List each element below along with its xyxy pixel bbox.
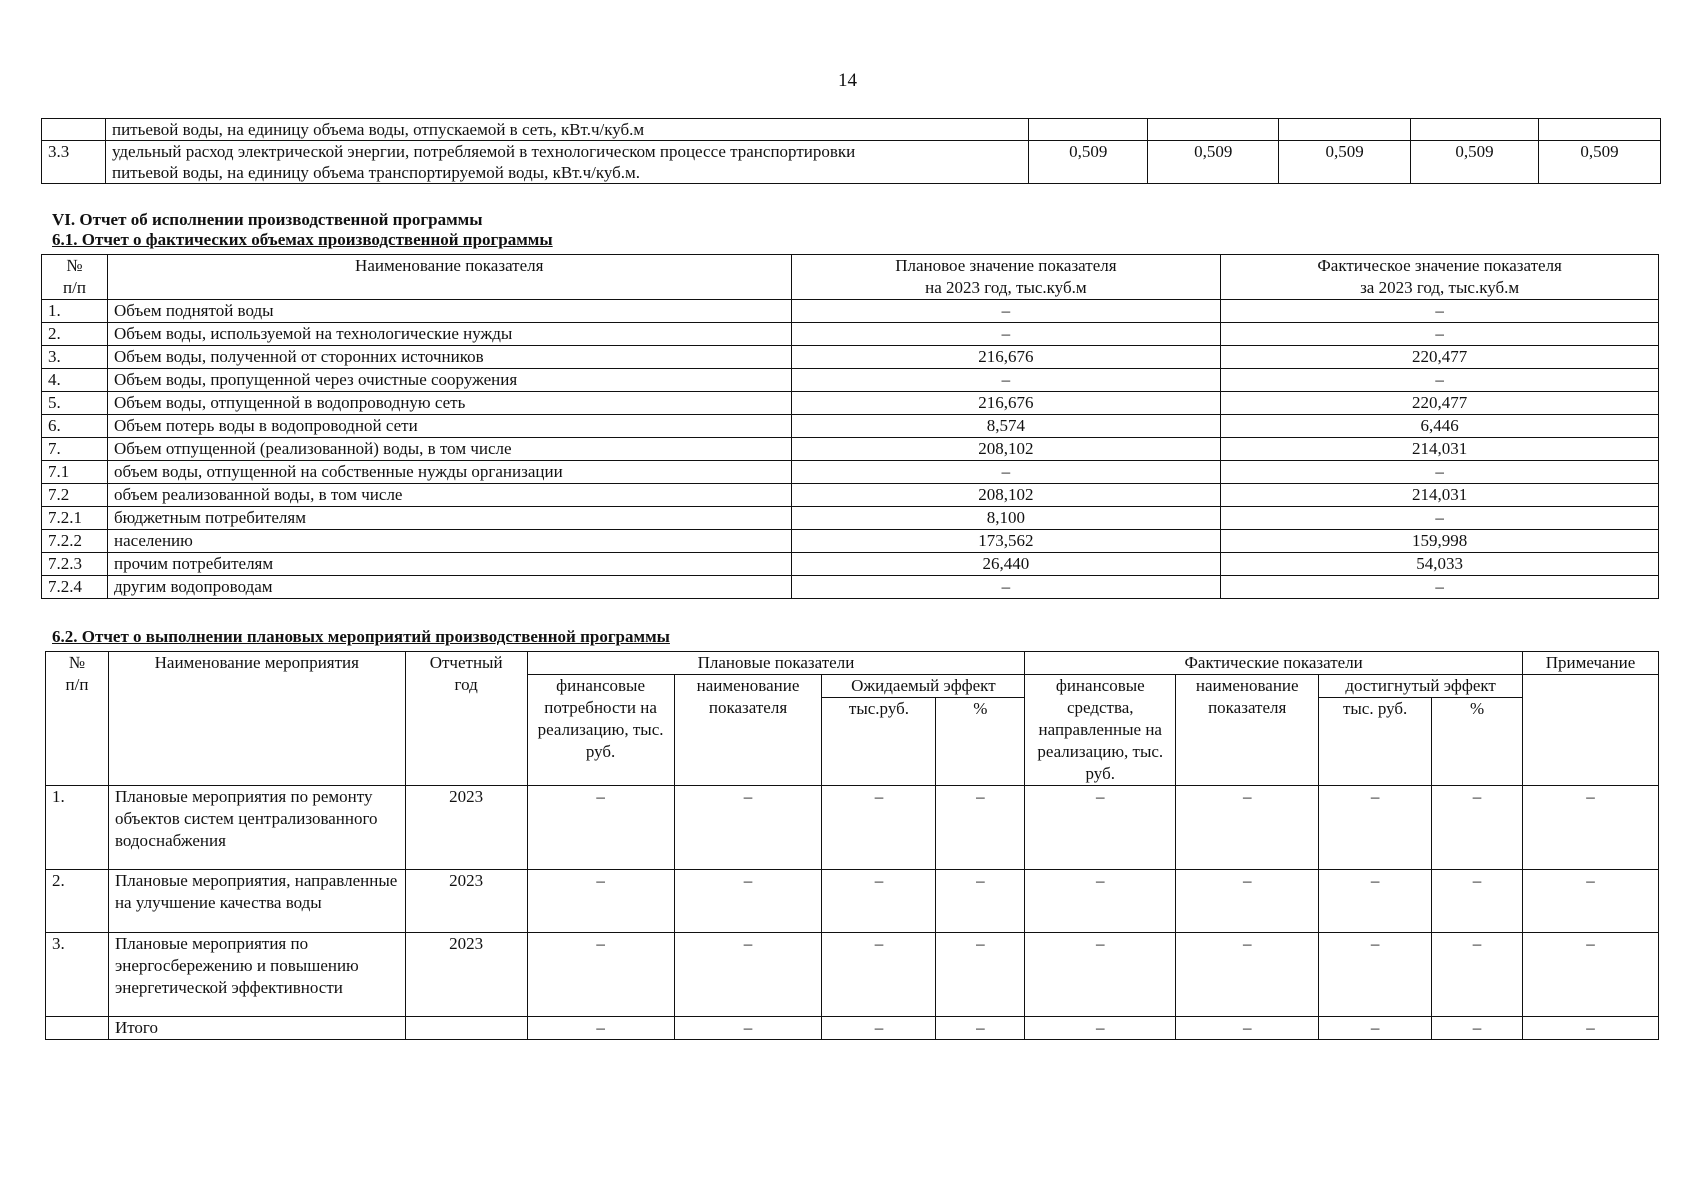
header-num [46, 652, 109, 786]
row-number [46, 1017, 109, 1040]
row-number: 3. [42, 346, 108, 369]
indicator-name: Объем воды, пропущенной через очистные сооружения [107, 369, 791, 392]
value-cell: – [674, 870, 822, 933]
row-number: 6. [42, 415, 108, 438]
value-cell [1148, 119, 1279, 141]
value-cell: – [936, 786, 1025, 870]
value-cell: – [1176, 870, 1319, 933]
plan-value: 216,676 [791, 392, 1221, 415]
header-num-line: № [66, 256, 83, 275]
plan-value: 26,440 [791, 553, 1221, 576]
header-num-line: № [68, 653, 86, 672]
value-cell: – [1523, 786, 1659, 870]
value-cell: – [527, 786, 674, 870]
report-year: 2023 [405, 933, 527, 1017]
plan-value: 216,676 [791, 346, 1221, 369]
plan-value: – [791, 300, 1221, 323]
row-number: 7.2.3 [42, 553, 108, 576]
plan-value: – [791, 323, 1221, 346]
header-fact-effect-rub: тыс. руб. [1319, 698, 1432, 786]
header-fact-line: за 2023 год, тыс.куб.м [1360, 278, 1520, 297]
indicator-name: Объем поднятой воды [107, 300, 791, 323]
plan-value: – [791, 461, 1221, 484]
value-cell: – [674, 786, 822, 870]
value-cell: – [1319, 870, 1432, 933]
table-row [42, 415, 1659, 438]
table-row [42, 346, 1659, 369]
fact-value: 54,033 [1221, 553, 1659, 576]
value-cell: – [1025, 786, 1176, 870]
row-number: 7.1 [42, 461, 108, 484]
indicator-name: Объем потерь воды в водопроводной сети [107, 415, 791, 438]
value-cell: – [822, 870, 936, 933]
value-cell [1539, 119, 1661, 141]
indicator-name: прочим потребителям [107, 553, 791, 576]
plan-value: 8,574 [791, 415, 1221, 438]
table-row [42, 369, 1659, 392]
value-cell: – [936, 870, 1025, 933]
indicator-name: Объем воды, используемой на технологические нужды [107, 323, 791, 346]
report-year: 2023 [405, 786, 527, 870]
header-plan-group: Плановые показатели [527, 652, 1025, 675]
indicator-name: объем воды, отпущенной на собственные нужды организации [107, 461, 791, 484]
plan-value: 208,102 [791, 484, 1221, 507]
table-row [42, 553, 1659, 576]
indicator-name: населению [107, 530, 791, 553]
table-row [46, 786, 1659, 870]
value-cell: – [822, 1017, 936, 1040]
row-number: 7.2 [42, 484, 108, 507]
indicator-name-line: питьевой воды, на единицу объема транспортируемой воды, кВт.ч/куб.м. [111, 163, 641, 182]
indicator-name [105, 141, 1028, 184]
plan-value: – [791, 576, 1221, 599]
plan-value: – [791, 369, 1221, 392]
indicator-name-line: удельный расход электрической энергии, потребляемой в технологическом процессе транспортировки [111, 142, 856, 161]
table-row [42, 119, 1661, 141]
table-row [42, 392, 1659, 415]
table-row [42, 484, 1659, 507]
table-row [42, 438, 1659, 461]
value-cell: – [527, 933, 674, 1017]
value-cell: – [822, 786, 936, 870]
header-year-line: год [454, 675, 478, 694]
value-cell: – [1432, 870, 1523, 933]
value-cell: – [1176, 1017, 1319, 1040]
header-plan-effect-pct: % [936, 698, 1025, 786]
row-number: 1. [46, 786, 109, 870]
measure-name: Плановые мероприятия по энергосбережению и повышению энергетической эффективности [108, 933, 405, 1017]
header-plan-effect: Ожидаемый эффект [822, 675, 1025, 698]
value-cell: – [1319, 933, 1432, 1017]
row-number: 7. [42, 438, 108, 461]
fact-value: – [1221, 369, 1659, 392]
planned-measures-table [45, 651, 1659, 1040]
plan-value: 8,100 [791, 507, 1221, 530]
value-cell: – [1319, 786, 1432, 870]
section-62-title: 6.2. Отчет о выполнении плановых мероприятий производственной программы [52, 627, 670, 646]
total-row [46, 1017, 1659, 1040]
production-volumes-body [42, 300, 1659, 599]
table-row [42, 461, 1659, 484]
plan-value: 173,562 [791, 530, 1221, 553]
header-plan-effect-rub: тыс.руб. [822, 698, 936, 786]
table-row [42, 530, 1659, 553]
value-cell: 0,509 [1539, 141, 1661, 184]
row-number: 1. [42, 300, 108, 323]
row-number: 2. [46, 870, 109, 933]
indicator-name: другим водопроводам [107, 576, 791, 599]
value-cell [1279, 119, 1411, 141]
table-header-row [46, 652, 1659, 675]
report-year [405, 1017, 527, 1040]
fact-value: – [1221, 461, 1659, 484]
value-cell: – [936, 933, 1025, 1017]
header-plan-indicator: наименование показателя [674, 675, 822, 786]
header-name: Наименование показателя [107, 255, 791, 300]
fact-value: – [1221, 507, 1659, 530]
continuation-table [41, 118, 1661, 184]
value-cell: – [1176, 786, 1319, 870]
value-cell [1029, 119, 1148, 141]
row-number: 7.2.1 [42, 507, 108, 530]
measure-name: Плановые мероприятия, направленные на улучшение качества воды [108, 870, 405, 933]
row-number: 7.2.2 [42, 530, 108, 553]
header-year-line: Отчетный [429, 653, 503, 672]
fact-value: 214,031 [1221, 484, 1659, 507]
header-num-line: п/п [65, 675, 89, 694]
report-year: 2023 [405, 870, 527, 933]
value-cell: – [822, 933, 936, 1017]
row-number: 3.3 [42, 141, 106, 184]
header-fact-line: Фактическое значение показателя [1317, 256, 1562, 275]
table-header-row [42, 255, 1659, 300]
measure-name: Итого [108, 1017, 405, 1040]
fact-value: 6,446 [1221, 415, 1659, 438]
value-cell: – [527, 870, 674, 933]
value-cell: – [1319, 1017, 1432, 1040]
indicator-name: Объем отпущенной (реализованной) воды, в том числе [107, 438, 791, 461]
value-cell: – [1523, 933, 1659, 1017]
value-cell: – [1025, 933, 1176, 1017]
row-number: 5. [42, 392, 108, 415]
indicator-name: Объем воды, отпущенной в водопроводную сеть [107, 392, 791, 415]
fact-value: – [1221, 323, 1659, 346]
value-cell: 0,509 [1148, 141, 1279, 184]
table-row [42, 300, 1659, 323]
table-row [42, 576, 1659, 599]
planned-measures-body [46, 786, 1659, 1040]
row-number [42, 119, 106, 141]
header-fact-indicator: наименование показателя [1176, 675, 1319, 786]
indicator-name: объем реализованной воды, в том числе [107, 484, 791, 507]
fact-value: 220,477 [1221, 346, 1659, 369]
value-cell: – [1523, 1017, 1659, 1040]
value-cell: – [1432, 933, 1523, 1017]
header-fact-group: Фактические показатели [1025, 652, 1523, 675]
header-note-empty [1523, 675, 1659, 786]
table-row [42, 507, 1659, 530]
section-61-title: 6.1. Отчет о фактических объемах производственной программы [52, 230, 553, 249]
row-number: 3. [46, 933, 109, 1017]
measure-name: Плановые мероприятия по ремонту объектов систем централизованного водоснабжения [108, 786, 405, 870]
value-cell: – [1025, 1017, 1176, 1040]
value-cell: – [1176, 933, 1319, 1017]
production-volumes-table [41, 254, 1659, 599]
header-fact-fin: финансовые средства, направленные на реализацию, тыс. руб. [1025, 675, 1176, 786]
value-cell [1411, 119, 1539, 141]
header-plan [791, 255, 1221, 300]
plan-value: 208,102 [791, 438, 1221, 461]
value-cell: 0,509 [1411, 141, 1539, 184]
value-cell: – [1025, 870, 1176, 933]
header-note: Примечание [1523, 652, 1659, 675]
table-row [46, 870, 1659, 933]
value-cell: – [936, 1017, 1025, 1040]
page-number: 14 [838, 70, 857, 91]
header-name: Наименование мероприятия [108, 652, 405, 786]
header-num [42, 255, 108, 300]
fact-value: 220,477 [1221, 392, 1659, 415]
header-plan-line: Плановое значение показателя [895, 256, 1117, 275]
fact-value: 214,031 [1221, 438, 1659, 461]
table-row [46, 933, 1659, 1017]
value-cell: – [1432, 1017, 1523, 1040]
value-cell: – [527, 1017, 674, 1040]
section-vi-title: VI. Отчет об исполнении производственной программы [52, 210, 483, 229]
value-cell: – [674, 933, 822, 1017]
fact-value: 159,998 [1221, 530, 1659, 553]
indicator-name: бюджетным потребителям [107, 507, 791, 530]
header-year [405, 652, 527, 786]
header-plan-line: на 2023 год, тыс.куб.м [925, 278, 1087, 297]
value-cell: 0,509 [1029, 141, 1148, 184]
header-num-line: п/п [63, 278, 86, 297]
header-plan-fin: финансовые потребности на реализацию, тыс. руб. [527, 675, 674, 786]
table-row [42, 323, 1659, 346]
row-number: 2. [42, 323, 108, 346]
row-number: 7.2.4 [42, 576, 108, 599]
value-cell: 0,509 [1279, 141, 1411, 184]
fact-value: – [1221, 300, 1659, 323]
header-fact-effect: достигнутый эффект [1319, 675, 1523, 698]
table-row [42, 141, 1661, 184]
header-fact-effect-pct: % [1432, 698, 1523, 786]
indicator-name: питьевой воды, на единицу объема воды, отпускаемой в сеть, кВт.ч/куб.м [105, 119, 1028, 141]
value-cell: – [1432, 786, 1523, 870]
header-fact [1221, 255, 1659, 300]
value-cell: – [1523, 870, 1659, 933]
fact-value: – [1221, 576, 1659, 599]
value-cell: – [674, 1017, 822, 1040]
row-number: 4. [42, 369, 108, 392]
indicator-name: Объем воды, полученной от сторонних источников [107, 346, 791, 369]
